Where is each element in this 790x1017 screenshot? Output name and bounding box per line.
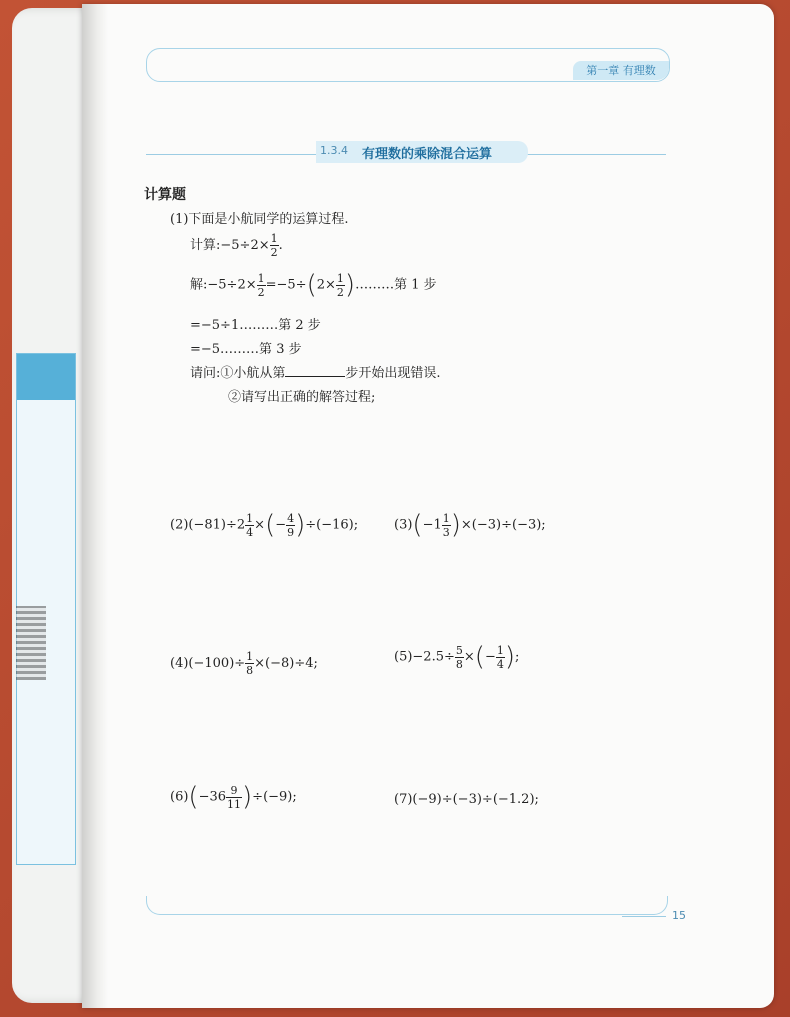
q1-solve-label: 解: bbox=[190, 277, 208, 293]
fraction-numerator: 1 bbox=[270, 232, 278, 245]
q6-fraction bbox=[226, 784, 242, 811]
fraction-numerator: 1 bbox=[257, 271, 265, 285]
fraction-denominator: 2 bbox=[257, 285, 265, 299]
q6-prefix: (6) bbox=[170, 789, 189, 805]
close-paren: ) bbox=[242, 782, 253, 812]
q5-fraction bbox=[455, 644, 464, 671]
close-paren: ) bbox=[344, 270, 356, 300]
q1-calc-period: . bbox=[278, 238, 283, 253]
fraction-numerator: 1 bbox=[442, 511, 450, 525]
close-paren: ) bbox=[504, 642, 515, 672]
q2-times: × bbox=[254, 517, 266, 533]
q2-suffix: ÷(−16); bbox=[305, 517, 359, 533]
q5-expression bbox=[394, 642, 519, 672]
right-page bbox=[82, 4, 774, 1008]
fraction-numerator: 1 bbox=[246, 511, 254, 525]
q5-neg-fraction bbox=[496, 644, 505, 671]
q4-fraction bbox=[245, 650, 254, 677]
q1-solve-fraction bbox=[257, 272, 266, 299]
q1-solve-lhs: −5÷2× bbox=[207, 277, 257, 293]
minus-sign: − bbox=[484, 649, 496, 665]
q1-solve-inner-fraction bbox=[336, 272, 345, 299]
fraction-numerator: 4 bbox=[287, 511, 295, 525]
fraction-denominator: 3 bbox=[442, 525, 450, 539]
q3-inner: −1 bbox=[422, 517, 442, 533]
q1-calc-fraction bbox=[270, 232, 279, 259]
q2-mixed-fraction bbox=[245, 512, 254, 539]
q1-ask: 请问:①小航从第 bbox=[190, 366, 286, 381]
q1-calc-expr: −5÷2× bbox=[220, 238, 270, 253]
q1-intro: (1)下面是小航同学的运算过程. bbox=[170, 212, 349, 227]
q6-expression bbox=[170, 782, 297, 812]
fraction-denominator: 9 bbox=[287, 525, 295, 539]
fraction-denominator: 4 bbox=[246, 525, 254, 539]
q1-solution-step3: =−5………第 3 步 bbox=[190, 342, 302, 357]
section-title: 有理数的乘除混合运算 bbox=[362, 147, 493, 162]
q1-solve-inner: 2× bbox=[316, 277, 336, 293]
answer-blank[interactable] bbox=[285, 364, 345, 377]
fraction-denominator: 4 bbox=[496, 657, 504, 671]
q3-expression bbox=[394, 510, 546, 540]
q6-inner: −36 bbox=[198, 789, 227, 805]
q1-solution-step1 bbox=[190, 270, 437, 300]
q2-prefix: (2)(−81)÷2 bbox=[170, 517, 246, 533]
q5-prefix: (5)−2.5÷ bbox=[394, 649, 455, 665]
q2-neg-fraction bbox=[286, 512, 295, 539]
chapter-header bbox=[146, 48, 670, 82]
q1-question bbox=[190, 362, 441, 381]
minus-sign: − bbox=[275, 517, 287, 533]
q4-expression bbox=[170, 650, 318, 677]
q7-expression: (7)(−9)÷(−3)÷(−1.2); bbox=[394, 792, 539, 807]
q1-step1-label: ………第 1 步 bbox=[355, 277, 437, 293]
q1-question-2: ②请写出正确的解答过程; bbox=[228, 390, 376, 405]
q5-times: × bbox=[463, 649, 475, 665]
open-paren: ( bbox=[474, 642, 485, 672]
fraction-denominator: 2 bbox=[336, 285, 344, 299]
chapter-label: 第一章 有理数 bbox=[573, 61, 669, 80]
page-footer bbox=[146, 896, 668, 915]
fraction-numerator: 5 bbox=[455, 643, 463, 657]
page-number: 15 bbox=[672, 909, 686, 922]
fraction-denominator: 8 bbox=[455, 657, 463, 671]
open-paren: ( bbox=[412, 510, 423, 540]
fraction-numerator: 1 bbox=[496, 643, 504, 657]
q1-calc-label: 计算: bbox=[190, 238, 221, 253]
q3-prefix: (3) bbox=[394, 517, 413, 533]
close-paren: ) bbox=[295, 510, 306, 540]
open-paren: ( bbox=[265, 510, 276, 540]
page-number-rule bbox=[622, 916, 666, 917]
section-number: 1.3.4 bbox=[320, 144, 348, 157]
open-paren: ( bbox=[188, 782, 199, 812]
close-paren: ) bbox=[450, 510, 461, 540]
exercise-heading: 计算题 bbox=[144, 187, 186, 203]
fraction-numerator: 1 bbox=[336, 271, 344, 285]
q1-solution-step2: =−5÷1………第 2 步 bbox=[190, 318, 321, 333]
open-paren: ( bbox=[306, 270, 317, 300]
fraction-denominator: 8 bbox=[246, 664, 254, 677]
q6-suffix: ÷(−9); bbox=[252, 789, 297, 805]
left-page-sidebar-header bbox=[17, 354, 75, 400]
q1-solve-mid: =−5÷ bbox=[265, 277, 307, 293]
q3-suffix: ×(−3)÷(−3); bbox=[460, 517, 546, 533]
q2-expression bbox=[170, 510, 358, 540]
q1-calc bbox=[190, 232, 283, 259]
fraction-denominator: 2 bbox=[270, 246, 278, 259]
fraction-numerator: 1 bbox=[246, 650, 254, 663]
left-page-qr-code bbox=[16, 606, 46, 680]
section-header bbox=[316, 141, 528, 163]
page-gutter bbox=[82, 4, 108, 1008]
q4-suffix: ×(−8)÷4; bbox=[254, 656, 318, 671]
q5-suffix: ; bbox=[515, 649, 520, 665]
fraction-numerator: 9 bbox=[226, 784, 242, 798]
q4-prefix: (4)(−100)÷ bbox=[170, 656, 246, 671]
q1-ask-end: 步开始出现错误. bbox=[345, 366, 441, 381]
q3-fraction bbox=[442, 512, 451, 539]
fraction-denominator: 11 bbox=[227, 797, 242, 811]
